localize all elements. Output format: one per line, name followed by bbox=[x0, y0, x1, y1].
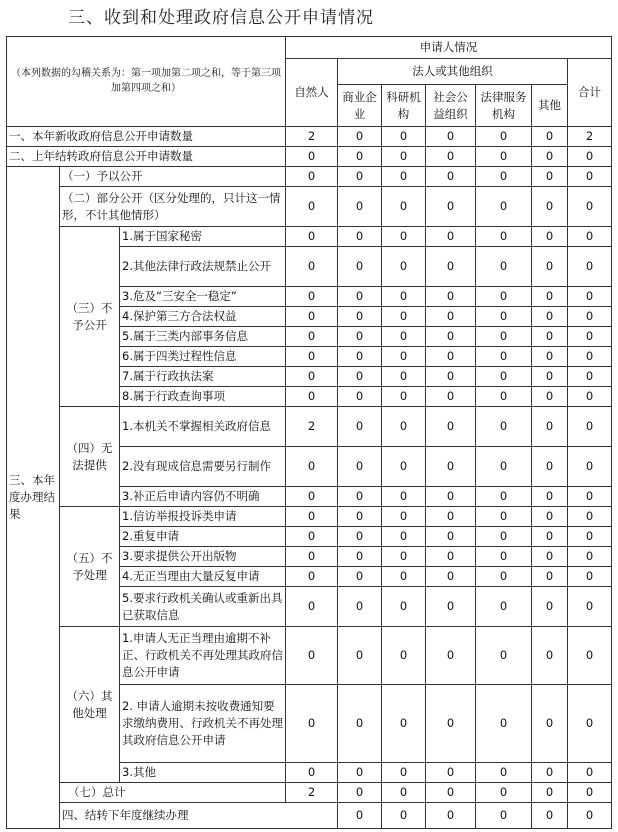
cell-value: 0 bbox=[286, 187, 338, 227]
cell-value: 0 bbox=[476, 127, 532, 147]
row-label: 3.要求提供公开出版物 bbox=[120, 547, 286, 567]
cell-value: 0 bbox=[568, 147, 612, 167]
cell-value: 0 bbox=[338, 627, 382, 685]
row-label: 8.属于行政查询事项 bbox=[120, 387, 286, 407]
cell-value: 0 bbox=[426, 327, 476, 347]
cell-value: 0 bbox=[532, 783, 568, 803]
row-label: 7.属于行政执法案 bbox=[120, 367, 286, 387]
table-row bbox=[7, 627, 612, 685]
cell-value: 0 bbox=[426, 387, 476, 407]
cell-value: 0 bbox=[568, 627, 612, 685]
header-note: （本列数据的勾稽关系为：第一项加第二项之和，等于第三项加第四项之和） bbox=[7, 37, 286, 127]
row-label: 2.没有现成信息需要另行制作 bbox=[120, 447, 286, 487]
table-row bbox=[7, 187, 612, 227]
cell-value: 0 bbox=[382, 763, 426, 783]
group-6-label: （六）其他处理 bbox=[60, 627, 120, 783]
cell-value: 0 bbox=[382, 167, 426, 187]
cell-value: 0 bbox=[286, 167, 338, 187]
header-applicant: 申请人情况 bbox=[286, 37, 612, 59]
cell-value: 0 bbox=[338, 227, 382, 247]
cell-value: 0 bbox=[286, 327, 338, 347]
cell-value: 0 bbox=[532, 187, 568, 227]
cell-value: 0 bbox=[382, 147, 426, 167]
cell-value: 2 bbox=[568, 127, 612, 147]
header-row-1 bbox=[7, 37, 612, 59]
cell-value: 0 bbox=[532, 227, 568, 247]
cell-value: 0 bbox=[382, 685, 426, 763]
cell-value: 0 bbox=[426, 347, 476, 367]
cell-value: 0 bbox=[426, 507, 476, 527]
cell-value: 0 bbox=[532, 763, 568, 783]
cell-value: 0 bbox=[426, 187, 476, 227]
cell-value: 0 bbox=[476, 287, 532, 307]
cell-value: 0 bbox=[286, 347, 338, 367]
cell-value: 0 bbox=[286, 567, 338, 587]
cell-value: 0 bbox=[476, 587, 532, 627]
cell-value: 0 bbox=[338, 327, 382, 347]
cell-value: 0 bbox=[426, 627, 476, 685]
cell-value: 0 bbox=[286, 287, 338, 307]
cell-value: 0 bbox=[568, 287, 612, 307]
cell-value: 0 bbox=[568, 347, 612, 367]
cell-value: 0 bbox=[382, 447, 426, 487]
cell-value: 0 bbox=[286, 247, 338, 287]
cell-value: 0 bbox=[382, 407, 426, 447]
cell-value: 0 bbox=[338, 167, 382, 187]
cell-value: 0 bbox=[532, 527, 568, 547]
row-label: 1.属于国家秘密 bbox=[120, 227, 286, 247]
cell-value: 0 bbox=[532, 147, 568, 167]
cell-value: 0 bbox=[532, 307, 568, 327]
cell-value: 0 bbox=[286, 547, 338, 567]
cell-value: 0 bbox=[382, 307, 426, 327]
cell-value: 0 bbox=[382, 127, 426, 147]
cell-value: 0 bbox=[532, 407, 568, 447]
table-row bbox=[7, 783, 612, 803]
cell-value: 0 bbox=[568, 387, 612, 407]
cell-value: 0 bbox=[338, 487, 382, 507]
cell-value: 0 bbox=[476, 307, 532, 327]
row-label: 6.属于四类过程性信息 bbox=[120, 347, 286, 367]
cell-value: 0 bbox=[476, 187, 532, 227]
cell-value: 0 bbox=[568, 547, 612, 567]
cell-value: 0 bbox=[532, 327, 568, 347]
cell-value: 0 bbox=[532, 447, 568, 487]
cell-value: 0 bbox=[476, 783, 532, 803]
cell-value: 0 bbox=[532, 347, 568, 367]
cell-value: 0 bbox=[568, 685, 612, 763]
application-stats-table bbox=[6, 36, 612, 829]
cell-value: 0 bbox=[382, 247, 426, 287]
cell-value: 0 bbox=[338, 127, 382, 147]
cell-value: 0 bbox=[338, 447, 382, 487]
cell-value: 0 bbox=[286, 147, 338, 167]
cell-value: 0 bbox=[476, 327, 532, 347]
cell-value: 0 bbox=[338, 547, 382, 567]
row-label: 四、结转下年度继续办理 bbox=[60, 803, 338, 829]
row-label: 二、上年结转政府信息公开申请数量 bbox=[7, 147, 286, 167]
cell-value: 0 bbox=[426, 167, 476, 187]
table-row bbox=[7, 507, 612, 527]
cell-value: 0 bbox=[382, 387, 426, 407]
cell-value: 0 bbox=[532, 287, 568, 307]
cell-value: 0 bbox=[382, 347, 426, 367]
cell-value: 0 bbox=[382, 487, 426, 507]
header-other: 其他 bbox=[532, 85, 568, 127]
cell-value: 0 bbox=[532, 627, 568, 685]
cell-value: 0 bbox=[532, 167, 568, 187]
cell-value: 0 bbox=[568, 307, 612, 327]
cell-value: 0 bbox=[382, 187, 426, 227]
cell-value: 0 bbox=[286, 763, 338, 783]
cell-value: 0 bbox=[426, 407, 476, 447]
cell-value: 0 bbox=[338, 587, 382, 627]
row-label: 4.无正当理由大量反复申请 bbox=[120, 567, 286, 587]
cell-value: 0 bbox=[476, 627, 532, 685]
cell-value: 0 bbox=[286, 587, 338, 627]
cell-value: 0 bbox=[568, 507, 612, 527]
cell-value: 0 bbox=[532, 567, 568, 587]
cell-value: 0 bbox=[286, 367, 338, 387]
row-label: 3.危及“三安全一稳定” bbox=[120, 287, 286, 307]
cell-value: 0 bbox=[476, 167, 532, 187]
cell-value: 2 bbox=[286, 783, 338, 803]
cell-value: 0 bbox=[476, 487, 532, 507]
cell-value: 0 bbox=[338, 567, 382, 587]
row-label: 2. 申请人逾期未按收费通知要求缴纳费用、行政机关不再处理其政府信息公开申请 bbox=[120, 685, 286, 763]
cell-value: 0 bbox=[568, 527, 612, 547]
row-label: 一、本年新收政府信息公开申请数量 bbox=[7, 127, 286, 147]
cell-value: 0 bbox=[426, 307, 476, 327]
cell-value: 0 bbox=[568, 167, 612, 187]
cell-value: 0 bbox=[382, 287, 426, 307]
cell-value: 0 bbox=[426, 783, 476, 803]
cell-value: 0 bbox=[476, 685, 532, 763]
cell-value: 0 bbox=[476, 347, 532, 367]
cell-value: 0 bbox=[382, 587, 426, 627]
cell-value: 0 bbox=[568, 763, 612, 783]
cell-value: 0 bbox=[532, 685, 568, 763]
cell-value: 0 bbox=[426, 227, 476, 247]
table-row bbox=[7, 167, 612, 187]
cell-value: 0 bbox=[382, 527, 426, 547]
row-label: 1.本机关不掌握相关政府信息 bbox=[120, 407, 286, 447]
cell-value: 0 bbox=[426, 447, 476, 487]
row-label: 1.信访举报投诉类申请 bbox=[120, 507, 286, 527]
cell-value: 0 bbox=[476, 147, 532, 167]
page-title: 三、收到和处理政府信息公开申请情况 bbox=[68, 8, 374, 28]
cell-value: 0 bbox=[426, 567, 476, 587]
cell-value: 0 bbox=[338, 347, 382, 367]
row-label: （二）部分公开（区分处理的，只计这一情形，不计其他情形） bbox=[60, 187, 286, 227]
cell-value: 0 bbox=[476, 227, 532, 247]
cell-value: 0 bbox=[568, 487, 612, 507]
row-label: 1.申请人无正当理由逾期不补正、行政机关不再处理其政府信息公开申请 bbox=[120, 627, 286, 685]
cell-value: 0 bbox=[476, 367, 532, 387]
cell-value: 2 bbox=[286, 407, 338, 447]
table-row bbox=[7, 147, 612, 167]
row-label: 5.属于三类内部事务信息 bbox=[120, 327, 286, 347]
cell-value: 0 bbox=[286, 507, 338, 527]
cell-value: 0 bbox=[532, 803, 568, 829]
cell-value: 0 bbox=[338, 685, 382, 763]
header-business: 商业企业 bbox=[338, 85, 382, 127]
header-research: 科研机构 bbox=[382, 85, 426, 127]
header-legal-entities: 法人或其他组织 bbox=[338, 59, 568, 85]
header-natural-person: 自然人 bbox=[286, 59, 338, 127]
table-row bbox=[7, 407, 612, 447]
cell-value: 0 bbox=[532, 127, 568, 147]
group-5-label: （五）不予处理 bbox=[60, 507, 120, 627]
cell-value: 0 bbox=[382, 803, 426, 829]
cell-value: 0 bbox=[426, 763, 476, 783]
cell-value: 0 bbox=[286, 447, 338, 487]
header-social: 社会公益组织 bbox=[426, 85, 476, 127]
row-label: 3.其他 bbox=[120, 763, 286, 783]
cell-value: 0 bbox=[476, 247, 532, 287]
cell-value: 0 bbox=[338, 803, 382, 829]
cell-value: 0 bbox=[338, 783, 382, 803]
cell-value: 0 bbox=[286, 685, 338, 763]
cell-value: 0 bbox=[426, 367, 476, 387]
cell-value: 0 bbox=[382, 627, 426, 685]
cell-value: 0 bbox=[286, 487, 338, 507]
section-3-label: 三、本年度办理结果 bbox=[7, 167, 60, 829]
cell-value: 0 bbox=[338, 307, 382, 327]
cell-value: 0 bbox=[476, 447, 532, 487]
cell-value: 0 bbox=[476, 803, 532, 829]
cell-value: 0 bbox=[382, 327, 426, 347]
cell-value: 0 bbox=[568, 587, 612, 627]
cell-value: 0 bbox=[476, 527, 532, 547]
cell-value: 0 bbox=[382, 507, 426, 527]
cell-value: 0 bbox=[426, 147, 476, 167]
header-legal-service: 法律服务机构 bbox=[476, 85, 532, 127]
cell-value: 2 bbox=[286, 127, 338, 147]
cell-value: 0 bbox=[532, 507, 568, 527]
cell-value: 0 bbox=[382, 783, 426, 803]
cell-value: 0 bbox=[286, 387, 338, 407]
cell-value: 0 bbox=[568, 407, 612, 447]
row-label: 5.要求行政机关确认或重新出具已获取信息 bbox=[120, 587, 286, 627]
cell-value: 0 bbox=[286, 527, 338, 547]
cell-value: 0 bbox=[338, 527, 382, 547]
cell-value: 0 bbox=[426, 685, 476, 763]
table-row bbox=[7, 803, 612, 829]
cell-value: 0 bbox=[476, 387, 532, 407]
cell-value: 0 bbox=[426, 287, 476, 307]
cell-value: 0 bbox=[382, 367, 426, 387]
cell-value: 0 bbox=[382, 567, 426, 587]
cell-value: 0 bbox=[476, 567, 532, 587]
cell-value: 0 bbox=[382, 547, 426, 567]
cell-value: 0 bbox=[338, 763, 382, 783]
row-label: （七）总计 bbox=[60, 783, 286, 803]
cell-value: 0 bbox=[426, 527, 476, 547]
cell-value: 0 bbox=[426, 247, 476, 287]
cell-value: 0 bbox=[338, 387, 382, 407]
cell-value: 0 bbox=[568, 783, 612, 803]
row-label: 2.重复申请 bbox=[120, 527, 286, 547]
cell-value: 0 bbox=[532, 367, 568, 387]
cell-value: 0 bbox=[286, 627, 338, 685]
cell-value: 0 bbox=[338, 247, 382, 287]
cell-value: 0 bbox=[476, 547, 532, 567]
cell-value: 0 bbox=[338, 367, 382, 387]
cell-value: 0 bbox=[568, 803, 612, 829]
cell-value: 0 bbox=[568, 327, 612, 347]
cell-value: 0 bbox=[568, 567, 612, 587]
table-row bbox=[7, 127, 612, 147]
table-row bbox=[7, 227, 612, 247]
row-label: 2.其他法律行政法规禁止公开 bbox=[120, 247, 286, 287]
row-label: 3.补正后申请内容仍不明确 bbox=[120, 487, 286, 507]
cell-value: 0 bbox=[532, 587, 568, 627]
cell-value: 0 bbox=[338, 287, 382, 307]
cell-value: 0 bbox=[382, 227, 426, 247]
cell-value: 0 bbox=[568, 227, 612, 247]
group-4-label: （四）无法提供 bbox=[60, 407, 120, 507]
cell-value: 0 bbox=[286, 307, 338, 327]
cell-value: 0 bbox=[476, 763, 532, 783]
group-3-label: （三）不予公开 bbox=[60, 227, 120, 407]
cell-value: 0 bbox=[532, 387, 568, 407]
cell-value: 0 bbox=[476, 407, 532, 447]
cell-value: 0 bbox=[568, 247, 612, 287]
cell-value: 0 bbox=[338, 507, 382, 527]
cell-value: 0 bbox=[532, 547, 568, 567]
cell-value: 0 bbox=[338, 147, 382, 167]
cell-value: 0 bbox=[532, 487, 568, 507]
row-label: 4.保护第三方合法权益 bbox=[120, 307, 286, 327]
cell-value: 0 bbox=[338, 187, 382, 227]
cell-value: 0 bbox=[568, 447, 612, 487]
cell-value: 0 bbox=[426, 127, 476, 147]
cell-value: 0 bbox=[426, 587, 476, 627]
cell-value: 0 bbox=[568, 187, 612, 227]
row-label: （一）予以公开 bbox=[60, 167, 286, 187]
cell-value: 0 bbox=[476, 507, 532, 527]
cell-value: 0 bbox=[532, 247, 568, 287]
cell-value: 0 bbox=[338, 407, 382, 447]
cell-value: 0 bbox=[426, 487, 476, 507]
cell-value: 0 bbox=[568, 367, 612, 387]
cell-value: 0 bbox=[426, 547, 476, 567]
header-total: 合计 bbox=[568, 59, 612, 127]
cell-value: 0 bbox=[286, 227, 338, 247]
cell-value: 0 bbox=[426, 803, 476, 829]
